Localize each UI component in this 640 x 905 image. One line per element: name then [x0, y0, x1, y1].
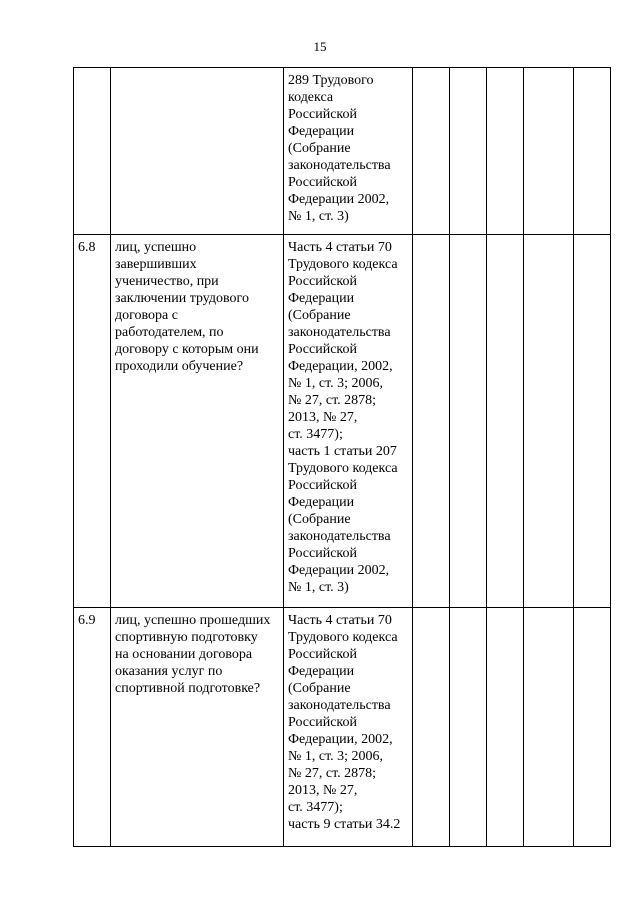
question-text: лиц, успешно завершивших ученичество, при заключении трудового договора с работодателем, по договору с которым они проходили обучение?: [111, 235, 284, 608]
table-row: [74, 608, 611, 847]
notes-cell: [524, 608, 574, 847]
notes-cell: [524, 68, 574, 235]
not-applicable-cell: [487, 68, 524, 235]
answer-no-cell: [450, 68, 487, 235]
answer-yes-cell: [413, 235, 450, 608]
not-applicable-cell: [487, 608, 524, 847]
legal-reference: 289 Трудового кодекса Российской Федерации (Собрание законодательства Российской Федерации 2002, № 1, ст. 3): [284, 68, 413, 235]
answer-no-cell: [450, 608, 487, 847]
checklist-table: [73, 67, 611, 847]
legal-reference: Часть 4 статьи 70 Трудового кодекса Российской Федерации (Собрание законодательства Российской Федерации, 2002, № 1, ст. 3; 2006, № 27, ст. 2878; 2013, № 27, ст. 3477); часть 9 статьи 34.2: [284, 608, 413, 847]
answer-yes-cell: [413, 68, 450, 235]
item-number: 6.8: [74, 235, 111, 608]
question-text: лиц, успешно прошедших спортивную подготовку на основании договора оказания услуг по спортивной подготовке?: [111, 608, 284, 847]
answer-no-cell: [450, 235, 487, 608]
answer-yes-cell: [413, 608, 450, 847]
table-row: [74, 68, 611, 235]
notes-cell: [524, 235, 574, 608]
extra-cell: [574, 608, 611, 847]
legal-reference: Часть 4 статьи 70 Трудового кодекса Российской Федерации (Собрание законодательства Российской Федерации, 2002, № 1, ст. 3; 2006, № 27, ст. 2878; 2013, № 27, ст. 3477); часть 1 статьи 207 Трудового кодекса Российской Федерации (Собрание законодательства Российской Федерации 2002, № 1, ст. 3): [284, 235, 413, 608]
extra-cell: [574, 235, 611, 608]
item-number: 6.9: [74, 608, 111, 847]
extra-cell: [574, 68, 611, 235]
page-number: 15: [313, 39, 327, 54]
item-number: [74, 68, 111, 235]
not-applicable-cell: [487, 235, 524, 608]
table-row: [74, 235, 611, 608]
question-text: [111, 68, 284, 235]
